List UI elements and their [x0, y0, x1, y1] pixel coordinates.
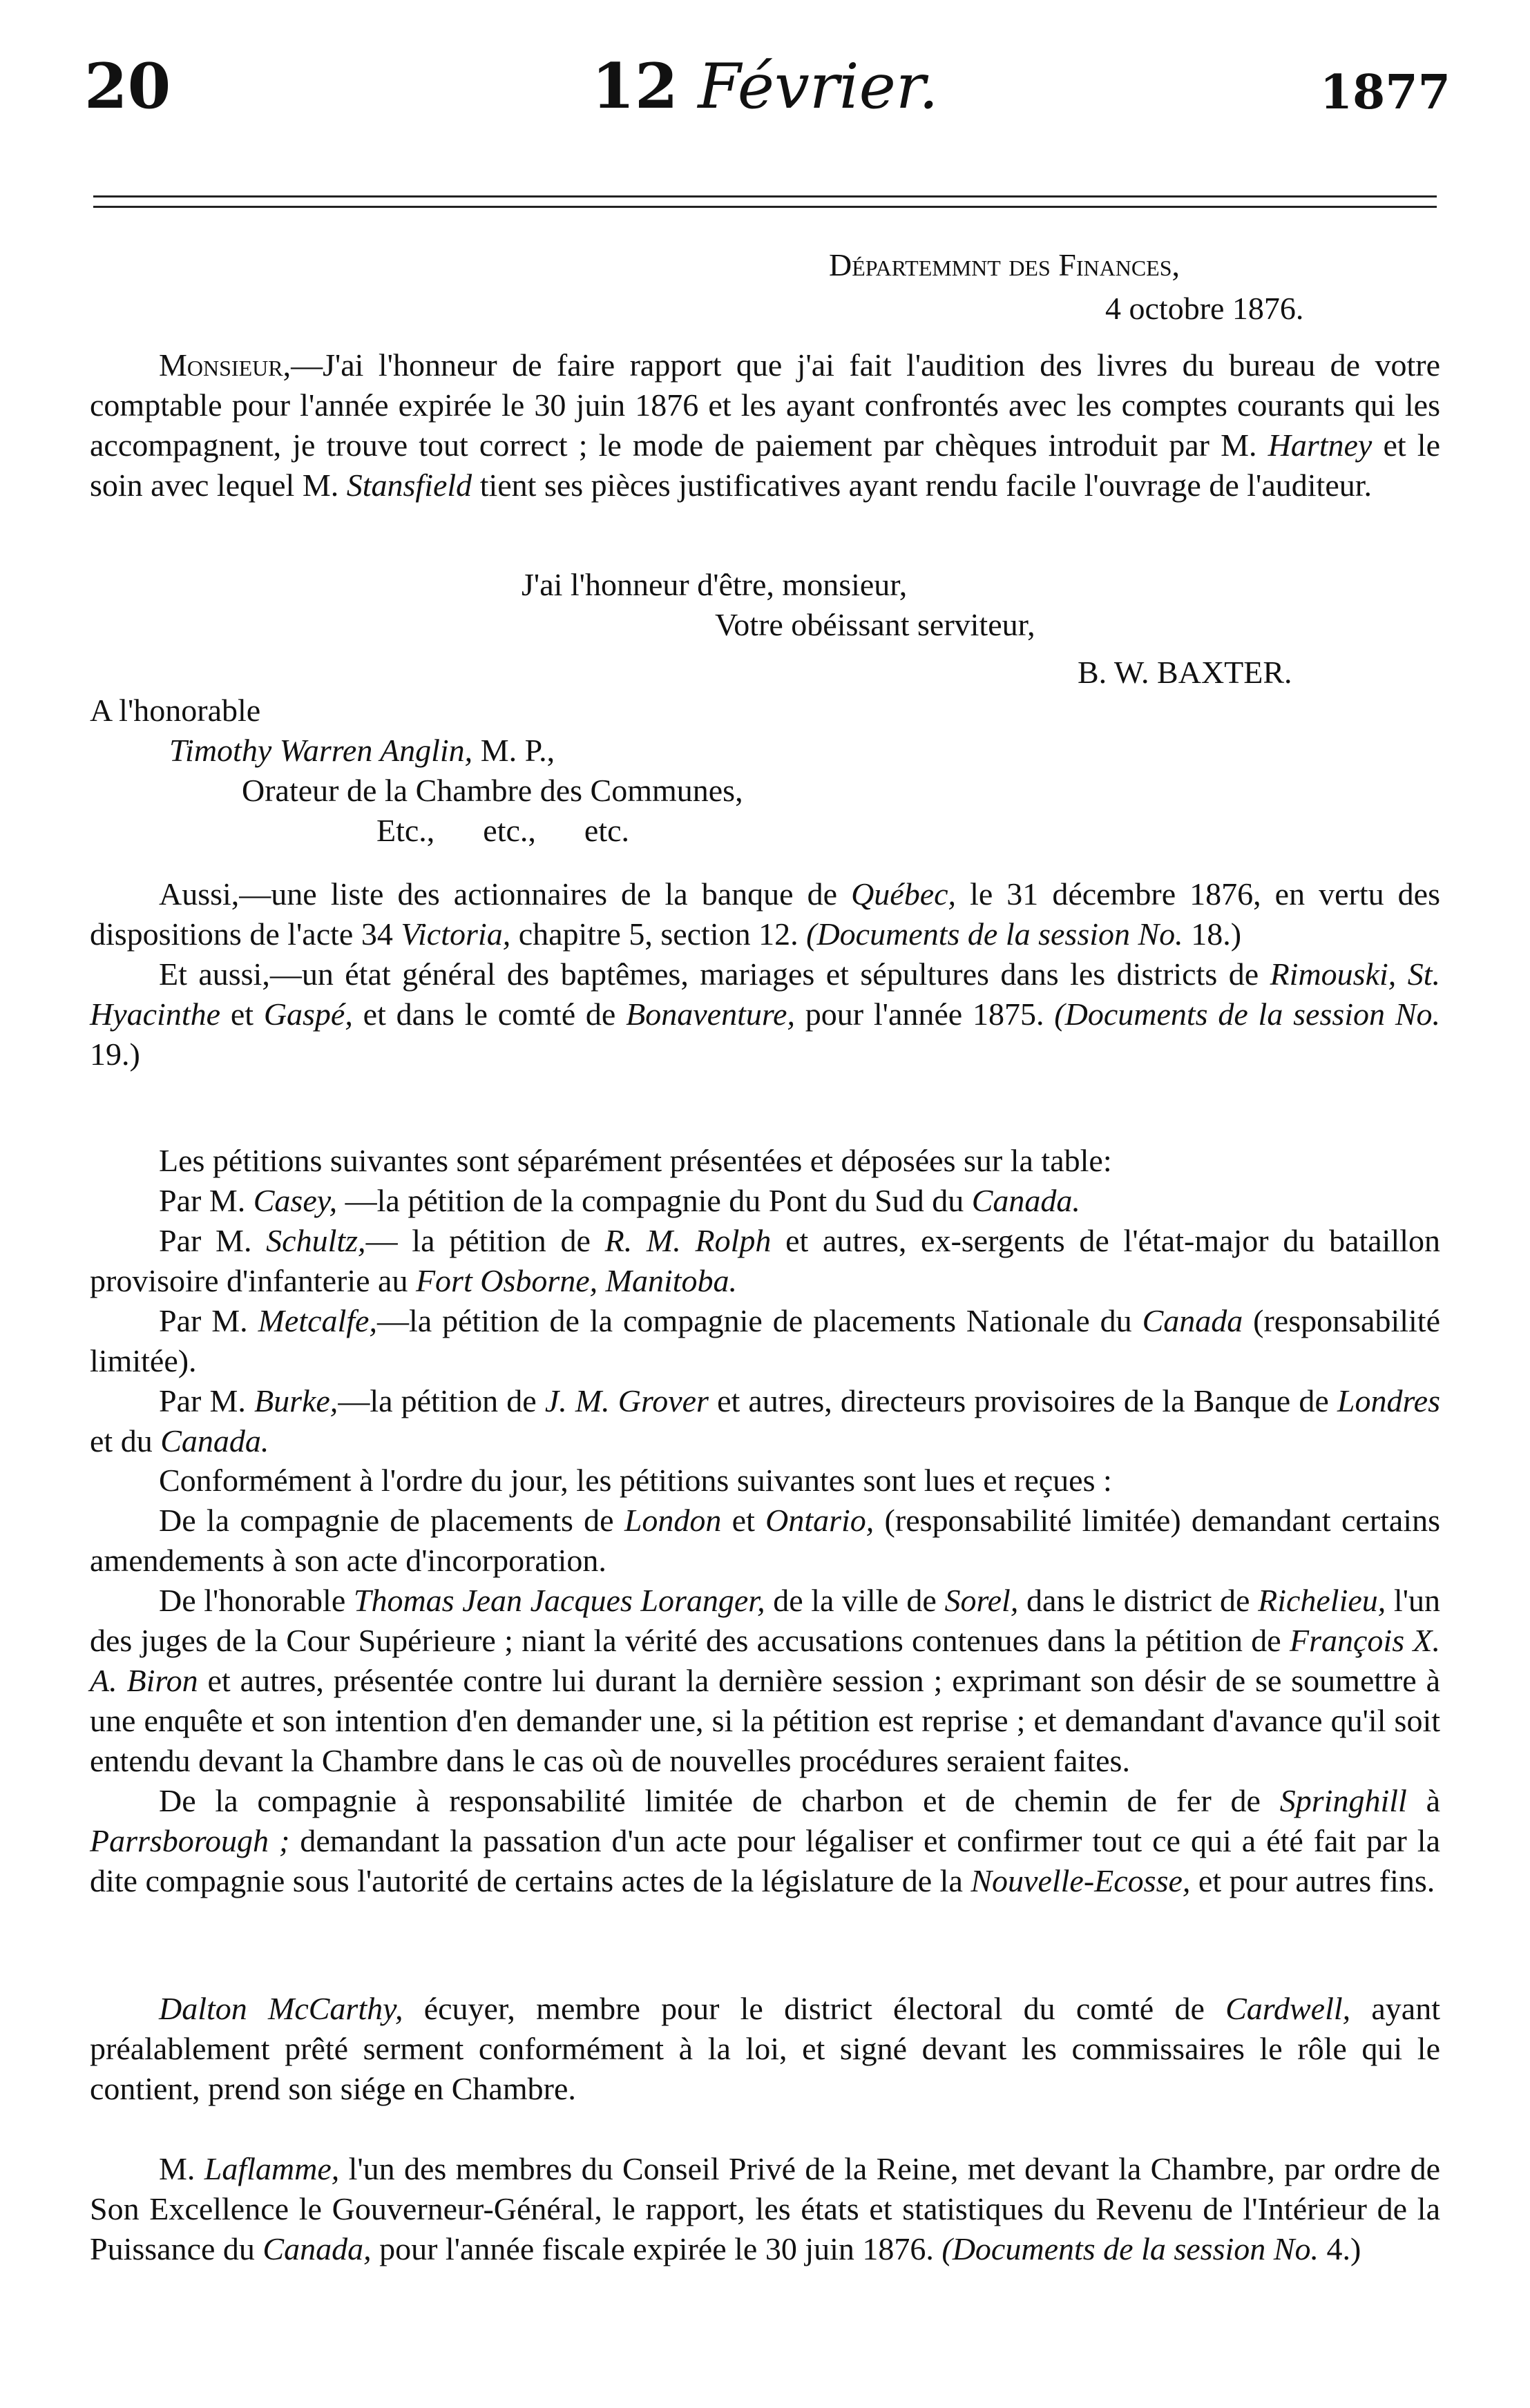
address-line: Etc., etc., etc. [376, 813, 630, 848]
address-line: Orateur de la Chambre des Communes, [242, 773, 743, 808]
person-name: Hartney [1268, 427, 1373, 463]
person-name: Stansfield [346, 468, 472, 503]
paragraph: Les pétitions suivantes sont séparément présentées et déposées sur la table: [159, 1143, 1112, 1178]
petition-item: De l'honorable Thomas Jean Jacques Loranger, de la ville de Sorel, dans le district de Richelieu, l'un des juges de la Cour Supérieure ; niant la vérité des accusations contenues dans la pétition de François X. A. Biron et autres, présentée contre lui durant la dernière session ; exprimant son désir de se soumettre à une enquête et son intention d'en demander une, si la pétition est reprise ; et demandant d'avance qu'il soit entendu devant la Chambre dans le cas où de nouvelles procédures seraient faites. [90, 1583, 1441, 1778]
letter-closing: Votre obéissant serviteur, [715, 607, 1035, 642]
petitions-read [90, 1461, 1440, 1901]
petition-item: De la compagnie de placements de London et Ontario, (responsabilité limitée) demandant certains amendements à son acte d'incorporation. [90, 1503, 1440, 1578]
paragraph: Conformément à l'ordre du jour, les pétitions suivantes sont lues et reçues : [159, 1463, 1112, 1498]
petition-item: De la compagnie à responsabilité limitée de charbon et de chemin de fer de Springhill à Parrsborough ; demandant la passation d'un acte pour légaliser et confirmer tout ce qui a été fait par la dite compagnie sous l'autorité de certains actes de la législature de la Nouvelle-Ecosse, et pour autres fins. [90, 1783, 1440, 1898]
page-number: 20 [84, 50, 171, 123]
petition-item: Par M. Casey, —la pétition de la compagnie du Pont du Sud du Canada. [159, 1183, 1080, 1218]
petition-item: Par M. Burke,—la pétition de J. M. Grover et autres, directeurs provisoires de la Banque de Londres et du Canada. [90, 1383, 1440, 1458]
address-line: A l'honorable [90, 693, 261, 728]
letter-salutation: Monsieur, [159, 347, 291, 383]
department-date: 4 octobre 1876. [1105, 291, 1304, 326]
documents-section [90, 874, 1440, 1075]
letter-signature: B. W. BAXTER. [1078, 655, 1292, 690]
date-month: Février. [698, 50, 939, 123]
letter-address [90, 691, 919, 851]
department-name: Départemmnt des Finances, [829, 247, 1180, 282]
header-rule-bottom [93, 206, 1437, 208]
paragraph: Aussi,—une liste des actionnaires de la banque de Québec, le 31 décembre 1876, en vertu des dispositions de l'acte 34 Victoria, chapitre 5, section 12. (Documents de la session No. 18.) [90, 876, 1440, 952]
page-date-heading [0, 50, 1530, 123]
letter-body: Monsieur,—J'ai l'honneur de faire rapport que j'ai fait l'audition des livres du bureau de votre comptable pour l'année expirée le 30 juin 1876 et les ayant confrontés avec les comptes courants qui les accompagnent, je trouve tout correct ; le mode de paiement par chèques introduit par M. Hartney et le soin avec lequel M. Stansfield tient ses pièces justificatives ayant rendu facile l'ouvrage de l'auditeur. [90, 347, 1441, 503]
petition-item: Par M. Schultz,— la pétition de R. M. Rolph et autres, ex-sergents de l'état-major du bataillon provisoire d'infanterie au Fort Osborne, Manitoba. [90, 1223, 1441, 1298]
paragraph: Et aussi,—un état général des baptêmes, mariages et sépultures dans les districts de Rimouski, St. Hyacinthe et Gaspé, et dans le comté de Bonaventure, pour l'année 1875. (Documents de la session No. 19.) [90, 956, 1440, 1072]
petition-item: Par M. Metcalfe,—la pétition de la compagnie de placements Nationale du Canada (responsabilité limitée). [90, 1303, 1440, 1378]
petitions-presented [90, 1141, 1440, 1461]
date-day: 12 [591, 50, 678, 123]
header-rule-top [93, 195, 1437, 198]
report-tabled-paragraph: M. Laflamme, l'un des membres du Conseil Privé de la Reine, met devant la Chambre, par ordre de Son Excellence le Gouverneur-Général, le rapport, les états et statistiques du Revenu de l'Intérieur de la Puissance du Canada, pour l'année fiscale expirée le 30 juin 1876. (Documents de la session No. 4.) [90, 2151, 1440, 2266]
member-sworn-paragraph: Dalton McCarthy, écuyer, membre pour le district électoral du comté de Cardwell, ayant préalablement prêté serment conformément à la loi, et signé devant les commissaires le rôle qui le contient, prend son siége en Chambre. [90, 1991, 1440, 2106]
letter-closing: J'ai l'honneur d'être, monsieur, [522, 567, 908, 602]
page-year: 1877 [1319, 65, 1451, 120]
address-line: Timothy Warren Anglin, M. P., [169, 733, 555, 768]
